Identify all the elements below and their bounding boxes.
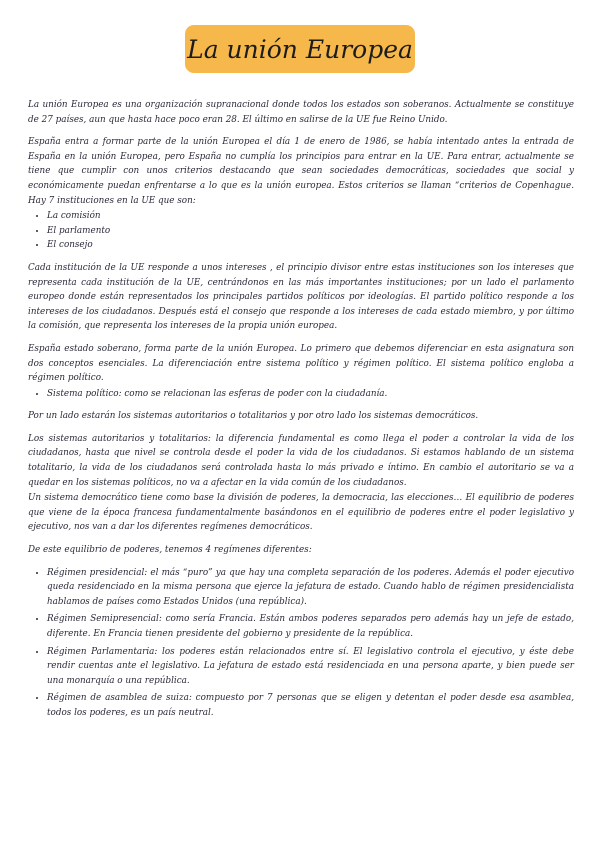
paragraph-regimes-intro: De este equilibrio de poderes, tenemos 4 regímenes diferentes: <box>28 545 312 556</box>
political-system-list <box>28 387 574 402</box>
title-banner <box>185 25 415 73</box>
paragraph-authoritarian: Los sistemas autoritarios y totalitarios: la diferencia fundamental es como llega el poder a controlar la vida de los ciudadanos, hasta que nivel se controla desde el poder la vida de los ciudadanos. Si estamos hablando de un sistema totalitario, la vida de los ciudadanos será controlada hasta lo más privado e íntimo. En cambio el autoritario se va a quedar en los sistemas políticos, no va a afectar en la vida común de los ciudadanos. <box>28 433 574 488</box>
paragraph-spain-entry: España entra a formar parte de la unión Europea el día 1 de enero de 1986, se había intentado antes la entrada de España en la unión Europea, pero España no cumplía los principios para entrar en la UE. Para entrar, actualmente se tiene que cumplir con unos criterios destacando que sean sociedades democráticas, sociedades que social y económicamente puedan enfrentarse a lo que es la unión europea. Estos criterios se llaman “criterios de Copenhague. Hay 7 instituciones en la UE que son: <box>28 137 574 206</box>
page-title: La unión Europea <box>187 34 413 64</box>
list-item: • Sistema político: como se relacionan las esferas de poder con la ciudadanía. <box>47 387 574 402</box>
paragraph-system-types: Por un lado estarán los sistemas autoritarios o totalitarios y por otro lado los sistemas democráticos. <box>28 411 479 422</box>
paragraph-intro: La unión Europea es una organización supranacional donde todos los estados son soberanos. Actualmente se constituye de 27 países, aun que hasta hace poco eran 28. El último en salirse de la UE fue Reino Unido. <box>28 100 574 125</box>
paragraph-institution-interests: Cada institución de la UE responde a unos intereses , el principio divisor entre estas instituciones son los intereses que representa cada institución de la UE, centrándonos en las más importantes instituciones; por un lado el parlamento europeo donde están representados los principales partidos políticos por ideologías. El partido político responde a los intereses de los ciudadanos. Después está el consejo que responde a los intereses de cada estado miembro, y por último la comisión, que representa los intereses de la propia unión europea. <box>28 262 574 332</box>
list-item: • El parlamento <box>47 224 574 239</box>
institutions-list <box>28 209 574 253</box>
paragraph-democratic: Un sistema democrático tiene como base la división de poderes, la democracia, las elecciones… El equilibrio de poderes que viene de la época francesa fundamentalmente basándonos en el equilibrio de poderes entre el poder legislativo y ejecutivo, nos van a dar los diferentes regímenes democráticos. <box>28 493 574 533</box>
list-item: • Régimen presidencial: el más “puro” ya que hay una completa separación de los poderes. Además el poder ejecutivo queda residenciado en la misma persona que ejerce la jefatura de estado. Cuando hablo de régimen presidencialista hablamos de países como Estados Unidos (una república). <box>47 566 574 610</box>
list-item: • Régimen Semipresencial: como sería Francia. Están ambos poderes separados pero además hay un jefe de estado, diferente. En Francia tienen presidente del gobierno y presidente de la república. <box>47 612 574 641</box>
regimes-list <box>28 566 574 721</box>
list-item: • La comisión <box>47 209 574 224</box>
document-body <box>28 98 574 729</box>
list-item: • Régimen de asamblea de suiza: compuesto por 7 personas que se eligen y detentan el poder desde esa asamblea, todos los poderes, es un país neutral. <box>47 691 574 720</box>
list-item: • El consejo <box>47 238 574 253</box>
list-item: • Régimen Parlamentaria: los poderes están relacionados entre sí. El legislativo controla el ejecutivo, y éste debe rendir cuentas ante el legislativo. La jefatura de estado está residenciada en una persona aparte, y bien puede ser una monarquía o una república. <box>47 645 574 689</box>
paragraph-sovereign-state: España estado soberano, forma parte de la unión Europea. Lo primero que debemos diferenciar en esta asignatura son dos conceptos esenciales. La diferenciación entre sistema político y régimen político. El sistema político engloba a régimen político. <box>28 343 574 384</box>
